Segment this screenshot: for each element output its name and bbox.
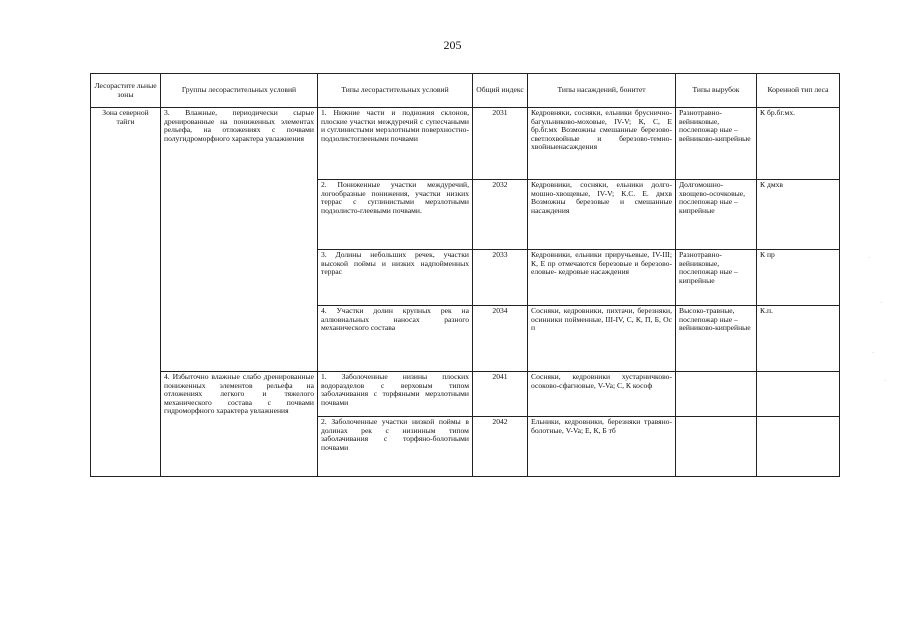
scan-speckle: · <box>880 299 883 307</box>
root-type-cell: К пр <box>757 250 840 306</box>
table-row <box>91 372 840 417</box>
header-stands: Типы насаждений, бонитет <box>528 74 676 108</box>
page-number: 205 <box>443 38 462 52</box>
scan-speckle: · <box>884 377 887 385</box>
type-cell: 4. Участки долин крупных рек на аллювиальных наносах разного механического состава <box>318 306 473 372</box>
index-cell: 2042 <box>473 417 528 477</box>
stand-cell: Кедровняки, сосняки, ельники бруснично-багульниково-моховые, IV-V; К, С, Е бр.бг.мх Возможны смешанные березово-светлохвойные и березово-темно-хвойныенасаждения <box>528 108 676 180</box>
zone-cell: Зона северной тайги <box>91 108 161 477</box>
group-4-cell: 4. Избыточно влажные слабо дренированные пониженных элементов рельефа на отложениях легкого и тяжелого механического состава с почвами гидроморфного характера увлажнения <box>161 372 318 477</box>
forest-types-table <box>90 73 840 477</box>
header-cuttings: Типы вырубок <box>676 74 757 108</box>
header-zone: Лесорастите льные зоны <box>91 74 161 108</box>
index-cell: 2041 <box>473 372 528 417</box>
type-cell: 2. Заболоченные участки низкой поймы в долинах рек с низинным типом заболачивания с торфяно-болотными почвами <box>318 417 473 477</box>
type-cell: 3. Долины небольших речек, участки высокой поймы и низких надпойменных террас <box>318 250 473 306</box>
header-index: Общий индекс <box>473 74 528 108</box>
cutting-cell: Разнотравно-вейниковые, послепожар ные – вейниково-кипрейные <box>676 108 757 180</box>
cutting-cell <box>676 417 757 477</box>
stand-cell: Кедровники, сосняки, ельники долго-мошно-хвощевые, IV-V; К.С. Е. дмхв Возможны березовые и смешанные насаждения <box>528 180 676 250</box>
root-type-cell: К.п. <box>757 306 840 372</box>
index-cell: 2034 <box>473 306 528 372</box>
header-root-type: Коренной тип леса <box>757 74 840 108</box>
stand-cell: Сосняки, кедровники хустарничково-осоково-сфагновые, V-Va; С, К кософ <box>528 372 676 417</box>
stand-cell: Ельники, кедровники, березняки травяно-болотные, V-Va; Е, К, Б тб <box>528 417 676 477</box>
type-cell: 1. Нижние части и подножия склонов, плоские участки междуречий с супесчаными и суглинистыми мерзлотными поверхностно-подзолистоглееными почвами <box>318 108 473 180</box>
cutting-cell: Долгомошно-хвощево-осочковые, послепожар ные – кипрейные <box>676 180 757 250</box>
header-groups: Группы лесорастительных условий <box>161 74 318 108</box>
stand-cell: Сосняки, кедровники, пихтачи, березняки, осинники пойменные, III-IV, С, К, П, Б, Ос п <box>528 306 676 372</box>
table-row <box>91 108 840 180</box>
root-type-cell <box>757 372 840 417</box>
type-cell: 1. Заболоченные низины плоских водоразделов с верховым типом заболачивания с торфяными мерзлотными почвами <box>318 372 473 417</box>
root-type-cell <box>757 417 840 477</box>
scan-speckle: · <box>868 254 871 262</box>
index-cell: 2033 <box>473 250 528 306</box>
index-cell: 2031 <box>473 108 528 180</box>
scan-speckle: · <box>872 349 875 357</box>
cutting-cell: Высоко-травные, послепожар ные – вейниково-кипрейные <box>676 306 757 372</box>
index-cell: 2032 <box>473 180 528 250</box>
header-row <box>91 74 840 108</box>
stand-cell: Кедровники, ельники приручьевые, IV-III; К, Е пр отмечаются березовые и березово-еловые- кедровые насаждения <box>528 250 676 306</box>
root-type-cell: К дмхв <box>757 180 840 250</box>
root-type-cell: К бр.бг.мх. <box>757 108 840 180</box>
type-cell: 2. Пониженные участки междуречий, логообразные понижения, участки низких террас с суглинистыми мерзлотными подзолисто-глеевыми почвами. <box>318 180 473 250</box>
cutting-cell <box>676 372 757 417</box>
header-types: Типы лесорастительных условий <box>318 74 473 108</box>
group-3-cell: 3. Влажные, периодически сырые дренированные на пониженных элементах рельефа, на отложениях с почвами полугидроморфного характера увлажнения <box>161 108 318 372</box>
cutting-cell: Разнотравно-вейниковые, послепожар ные – кипрейные <box>676 250 757 306</box>
